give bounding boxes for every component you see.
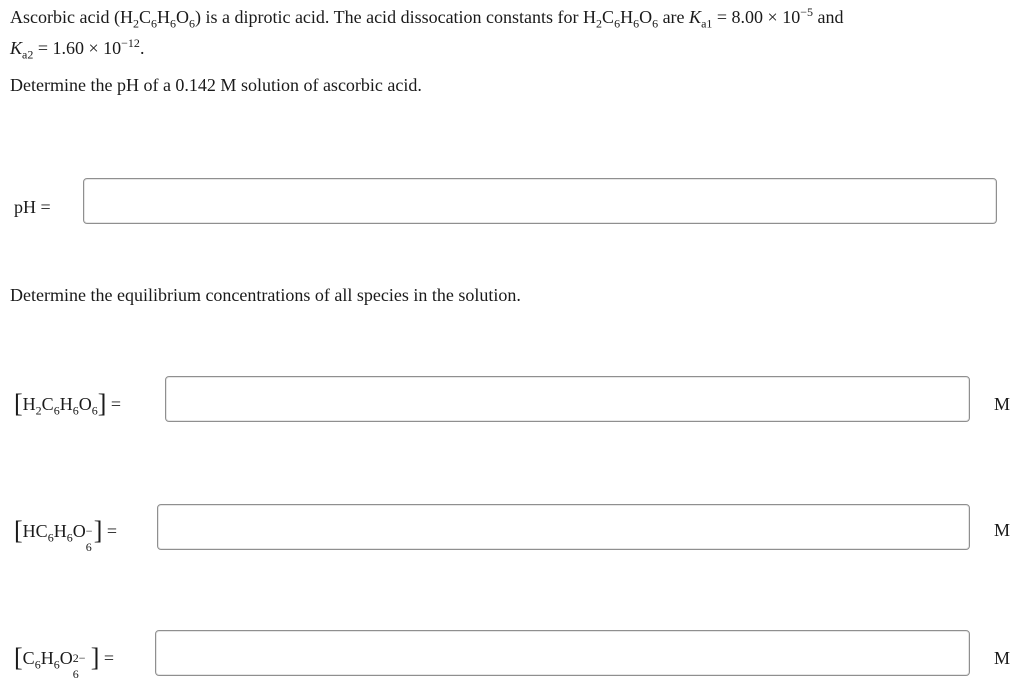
ha-label: [$HC_6H_6O$ − 6 ] = (14, 516, 118, 554)
ka2-exponent: −12 (121, 36, 140, 50)
ka1-exponent: −5 (800, 5, 813, 19)
are-text: are (662, 7, 685, 27)
formula-ascorbic-acid-2: $H_2C_6H_6O_6$ (583, 7, 659, 31)
question-species: Determine the equilibrium concentrations of all species in the solution. (10, 285, 521, 305)
a-unit: M (994, 648, 1011, 668)
ka1-value: = 8.00 × 10 (716, 7, 801, 27)
h2a-unit: M (994, 394, 1011, 414)
h2a-label: $[H_2C_6H_6O_6]$ = (14, 389, 122, 418)
bracket-close: ] (93, 516, 103, 545)
bracket-open: [ (14, 643, 23, 672)
bracket-open: [ (14, 389, 23, 418)
equals-sign: = (110, 394, 122, 414)
ka1-symbol: $K_{a1}$ (689, 7, 713, 31)
question-ph: Determine the pH of a 0.142 M solution of ascorbic acid. (10, 75, 422, 95)
h2a-input[interactable] (166, 377, 969, 421)
formula-ascorbic-acid: $H_2C_6H_6O_6$ (119, 7, 195, 31)
ha-unit: M (994, 520, 1011, 540)
problem-line-2 (10, 36, 145, 62)
intro-text: Ascorbic acid ( (10, 7, 120, 27)
ph-input[interactable] (84, 179, 996, 223)
ph-label: pH = (14, 197, 51, 217)
bracket-close: ] (90, 643, 100, 672)
ha-input-box (157, 504, 970, 550)
a-label: [$C_6H_6O$ 2− 6 ] = (14, 643, 115, 681)
equals-sign: = (106, 521, 118, 541)
bracket-open: [ (14, 516, 23, 545)
equals-sign: = (103, 648, 115, 668)
ka2-value: = 1.60 × 10 (37, 38, 122, 58)
h2a-input-box (165, 376, 970, 422)
and-text: and (817, 7, 844, 27)
problem-line-1 (10, 5, 844, 31)
bracket-close: ] (97, 389, 107, 418)
a-input[interactable] (156, 631, 969, 675)
intro-close-text: ) is a diprotic acid. The acid dissocation constants for (194, 7, 579, 27)
a-input-box (155, 630, 970, 676)
ha-input[interactable] (158, 505, 969, 549)
ph-input-box (83, 178, 997, 224)
ka2-symbol: $K_{a2}$ (10, 38, 34, 62)
ka2-period: . (139, 38, 145, 58)
